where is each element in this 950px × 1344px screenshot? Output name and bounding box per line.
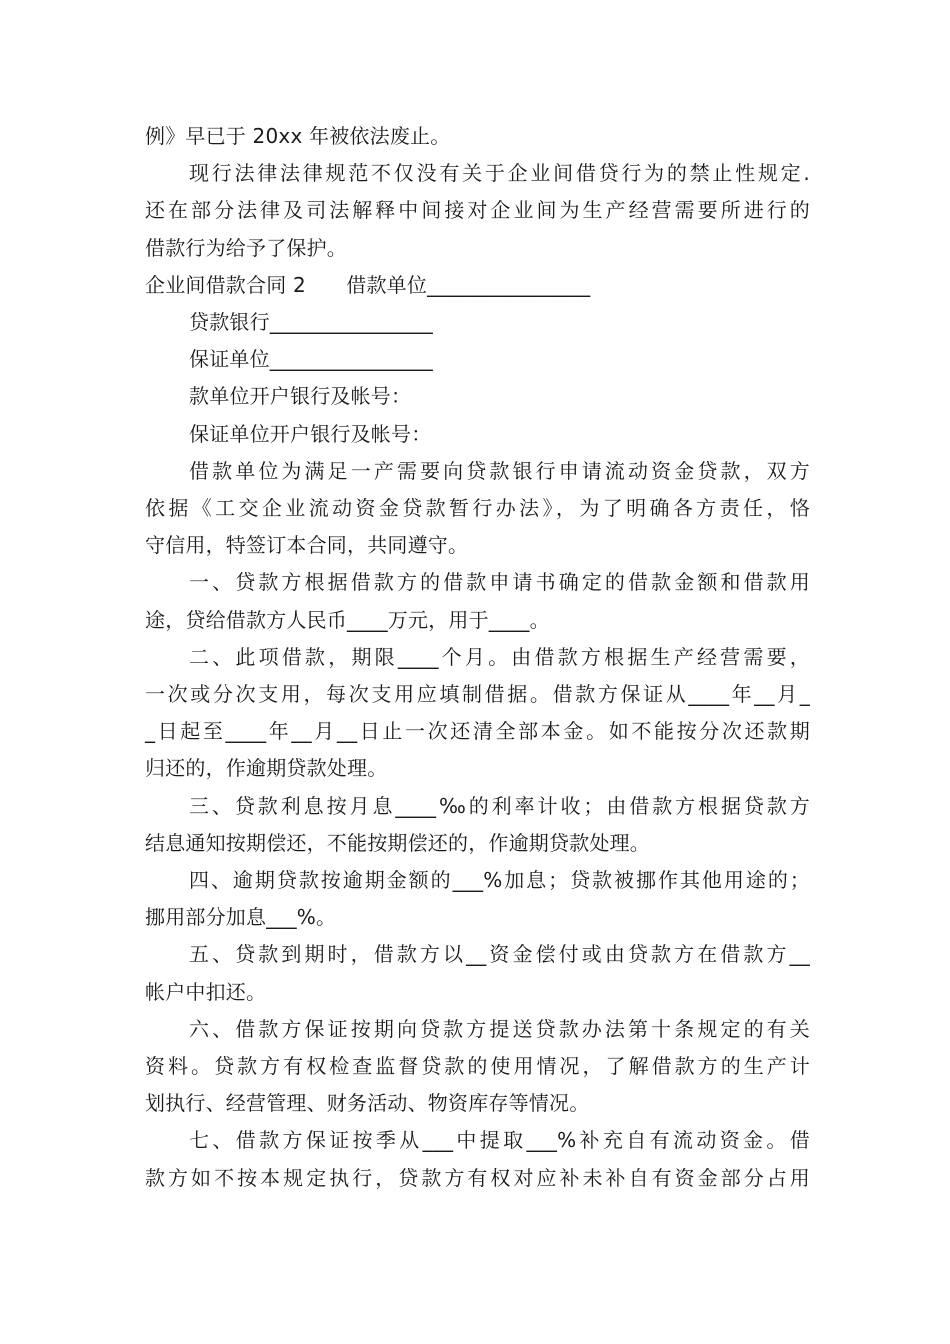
text-line: _日起至____年__月__日止一次还清全部本金。如不能按分次还款期 bbox=[145, 719, 810, 744]
text-line: 途，贷给借款方人民币____万元，用于____。 bbox=[145, 607, 550, 632]
text-line: 借款单位为满足一产需要向贷款银行申请流动资金贷款，双方 bbox=[189, 458, 810, 483]
text-line: 保证单位开户银行及帐号： bbox=[189, 421, 432, 446]
text-line: 结息通知按期偿还，不能按期偿还的，作逾期贷款处理。 bbox=[145, 830, 650, 855]
text-line: 依据《工交企业流动资金贷款暂行办法》，为了明确各方责任，恪 bbox=[145, 496, 810, 521]
text-line: 贷款银行________________ bbox=[189, 310, 433, 335]
text-line: 一、贷款方根据借款方的借款申请书确定的借款金额和借款用 bbox=[189, 570, 810, 595]
text-line: 一次或分次支用，每次支用应填制借据。借款方保证从____年__月_ bbox=[145, 682, 810, 707]
document-body bbox=[145, 118, 810, 1197]
text-line: 七、借款方保证按季从___中提取___%补充自有流动资金。借 bbox=[189, 1128, 810, 1153]
text-line: 还在部分法律及司法解释中间接对企业间为生产经营需要所进行的 bbox=[145, 198, 810, 223]
text-line: 归还的，作逾期贷款处理。 bbox=[145, 756, 388, 781]
text-line: 例》早已于 20xx 年被依法废止。 bbox=[145, 124, 451, 148]
text-line: 款方如不按本规定执行，贷款方有权对应补未补自有资金部分占用 bbox=[145, 1165, 810, 1190]
text-line: 资料。贷款方有权检查监督贷款的使用情况，了解借款方的生产计 bbox=[145, 1054, 810, 1079]
text-line: 二、此项借款，期限____个月。由借款方根据生产经营需要， bbox=[189, 644, 810, 669]
text-line: 借款行为给予了保护。 bbox=[145, 235, 347, 260]
text-line: 五、贷款到期时，借款方以__资金偿付或由贷款方在借款方__ bbox=[189, 942, 810, 967]
text-line: 款单位开户银行及帐号： bbox=[189, 384, 412, 409]
text-line: 四、逾期贷款按逾期金额的___%加息；贷款被挪作其他用途的； bbox=[189, 868, 810, 893]
text-line: 保证单位________________ bbox=[189, 347, 433, 372]
text-line: 划执行、经营管理、财务活动、物资库存等情况。 bbox=[145, 1091, 590, 1116]
text-line: 三、贷款利息按月息____‰的利率计收；由借款方根据贷款方 bbox=[189, 793, 810, 818]
text-line: 六、借款方保证按期向贷款方提送贷款办法第十条规定的有关 bbox=[189, 1016, 810, 1041]
text-line: 挪用部分加息___%。 bbox=[145, 905, 337, 930]
text-line: 帐户中扣还。 bbox=[145, 979, 267, 1004]
text-line: 守信用，特签订本合同，共同遵守。 bbox=[145, 533, 469, 558]
text-line: 现行法律法律规范不仅没有关于企业间借贷行为的禁止性规定. bbox=[189, 161, 810, 186]
text-line: 企业间借款合同 2 借款单位________________ bbox=[145, 272, 591, 297]
